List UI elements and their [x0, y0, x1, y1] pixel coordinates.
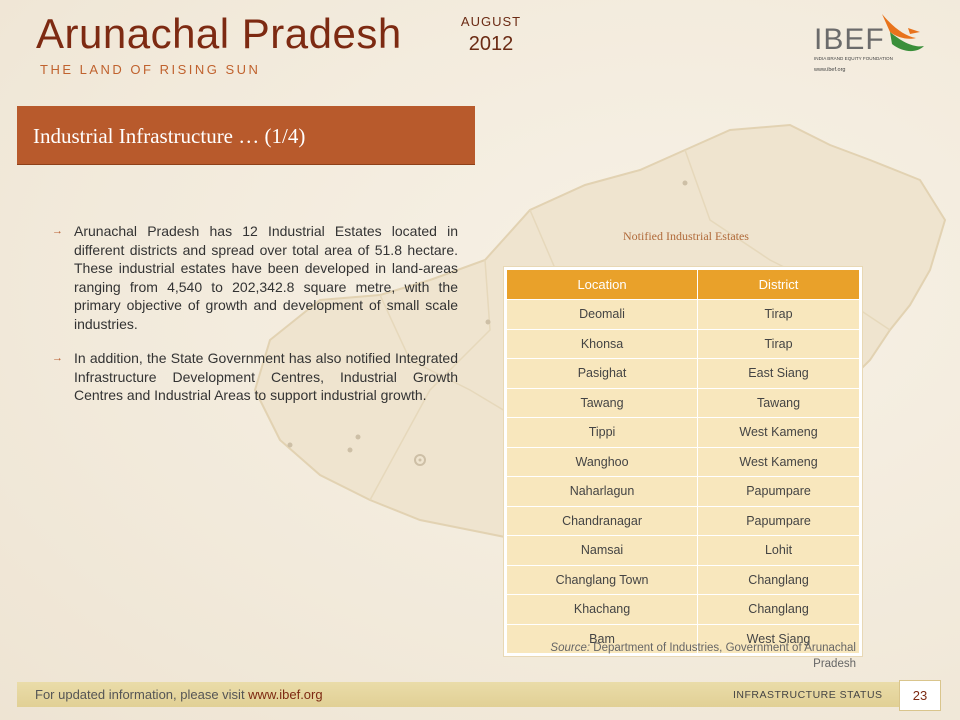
district-cell: Lohit [698, 536, 860, 566]
footer-bar [17, 682, 941, 707]
section-label: INFRASTRUCTURE STATUS [733, 689, 883, 701]
page-title: Arunachal Pradesh [36, 10, 402, 57]
table-row [507, 477, 860, 507]
district-cell: Changlang [698, 565, 860, 595]
logo-tagline: INDIA BRAND EQUITY FOUNDATION [814, 56, 893, 61]
report-month: AUGUST [460, 14, 522, 29]
source-label: Source: [550, 642, 591, 654]
location-cell: Bam [507, 624, 698, 654]
table-row [507, 565, 860, 595]
table-row [507, 388, 860, 418]
footer-info [35, 687, 323, 702]
table-row [507, 447, 860, 477]
district-cell: West Siang [698, 624, 860, 654]
column-header-district: District [698, 270, 860, 300]
location-cell: Naharlagun [507, 477, 698, 507]
industrial-estates-table [504, 267, 862, 656]
district-cell: West Kameng [698, 418, 860, 448]
source-text: Department of Industries, Government of Arunachal Pradesh [593, 642, 856, 670]
bullet-text: In addition, the State Government has also notified Integrated Infrastructure Development Centres, Industrial Growth Centres and Industrial Areas to support industrial growth. [74, 350, 458, 403]
ibef-logo [812, 8, 934, 88]
district-cell: Tirap [698, 329, 860, 359]
bullet-item [52, 222, 458, 333]
district-cell: Tirap [698, 300, 860, 330]
report-year: 2012 [468, 33, 514, 55]
location-cell: Deomali [507, 300, 698, 330]
table-header-row [507, 270, 860, 300]
location-cell: Namsai [507, 536, 698, 566]
bullet-list [52, 222, 458, 421]
location-cell: Khachang [507, 595, 698, 625]
arrow-bullet-icon: → [52, 352, 63, 364]
district-cell: Papumpare [698, 506, 860, 536]
table-row [507, 359, 860, 389]
footer-link[interactable]: www.ibef.org [248, 687, 323, 702]
location-cell: Chandranagar [507, 506, 698, 536]
location-cell: Wanghoo [507, 447, 698, 477]
source-note [506, 641, 856, 672]
section-heading: Industrial Infrastructure … (1/4) [33, 124, 306, 148]
table-row [507, 595, 860, 625]
section-banner [17, 106, 475, 164]
table-row [507, 506, 860, 536]
location-cell: Changlang Town [507, 565, 698, 595]
district-cell: Papumpare [698, 477, 860, 507]
arrow-bullet-icon: → [52, 225, 63, 237]
district-cell: East Siang [698, 359, 860, 389]
location-cell: Pasighat [507, 359, 698, 389]
bullet-item [52, 349, 458, 405]
table-row [507, 536, 860, 566]
page-subtitle: THE LAND OF RISING SUN [40, 62, 261, 77]
logo-name: IBEF [814, 23, 885, 56]
location-cell: Tippi [507, 418, 698, 448]
district-cell: West Kameng [698, 447, 860, 477]
location-cell: Khonsa [507, 329, 698, 359]
district-cell: Changlang [698, 595, 860, 625]
page-number: 23 [899, 680, 941, 711]
district-cell: Tawang [698, 388, 860, 418]
column-header-location: Location [507, 270, 698, 300]
table-row [507, 418, 860, 448]
location-cell: Tawang [507, 388, 698, 418]
table-row [507, 300, 860, 330]
table-row [507, 329, 860, 359]
bullet-text: Arunachal Pradesh has 12 Industrial Estates located in different districts and spread over total area of 51.8 hectare. These industrial estates have been developed in land-areas ranging from 4,540 to 202,342.8 square metre, with the primary objective of growth and development of small scale industries. [74, 223, 458, 332]
footer-prefix: For updated information, please visit [35, 687, 249, 702]
logo-url: www.ibef.org [814, 67, 846, 73]
table-caption: Notified Industrial Estates [623, 229, 749, 243]
